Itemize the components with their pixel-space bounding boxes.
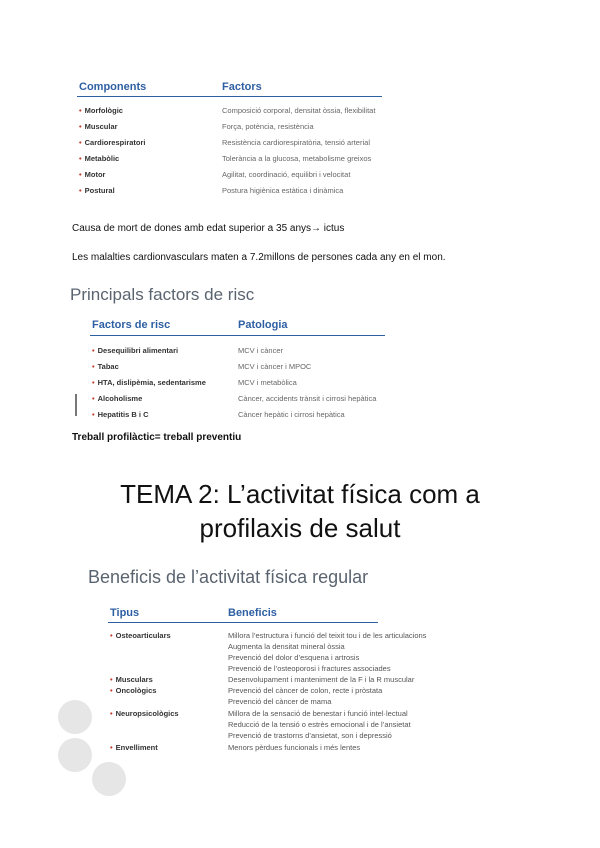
table1-header-components: Components — [79, 81, 147, 93]
bullet-icon: • — [79, 122, 82, 131]
table1-header-factors: Factors — [222, 81, 262, 93]
bullet-icon: • — [110, 686, 113, 695]
decorative-circle — [58, 738, 92, 772]
benefit-line: Prevenció de trastorns d’ansietat, son i depressió — [228, 731, 392, 740]
benefit-line: Reducció de la tensió o estrès emocional i de l’ansietat — [228, 720, 411, 729]
prophylactic-note: Treball profilàctic= treball preventiu — [72, 432, 242, 443]
row-label: Oncològics — [115, 686, 157, 695]
benefit-line: Prevenció del dolor d’esquena i artrosis — [228, 653, 360, 662]
table2-header-pathology: Patologia — [238, 319, 288, 331]
bullet-icon: • — [92, 378, 95, 387]
benefit-line: Menors pèrdues funcionals i més lentes — [228, 743, 361, 752]
slide-title: Beneficis de l’activitat física regular — [88, 567, 369, 587]
table3-header-benefits: Beneficis — [228, 607, 277, 619]
slide-title: Principals factors de risc — [70, 285, 255, 304]
row-value: Tolerància a la glucosa, metabolisme greixos — [222, 154, 372, 163]
row-value: MCV i càncer i MPOC — [238, 362, 312, 371]
bullet-icon: • — [92, 362, 95, 371]
bullet-icon: • — [79, 138, 82, 147]
row-value: Càncer, accidents trànsit i cirrosi hepàtica — [238, 394, 377, 403]
tema-title-line2: profilaxis de salut — [199, 513, 401, 543]
table2-header-factors: Factors de risc — [92, 319, 171, 331]
benefit-line: Millora de la sensació de benestar i funció intel·lectual — [228, 709, 408, 718]
row-label: Osteoarticulars — [115, 631, 171, 640]
row-label: HTA, dislipèmia, sedentarisme — [97, 378, 206, 387]
table2-header-rule — [90, 335, 385, 336]
bullet-icon: • — [79, 154, 82, 163]
benefit-line: Prevenció del càncer de mama — [228, 697, 332, 706]
row-label: Metabòlic — [84, 154, 120, 163]
benefit-line: Desenvolupament i manteniment de la F i la R muscular — [228, 675, 415, 684]
row-value: Càncer hepàtic i cirrosi hepàtica — [238, 410, 345, 419]
benefit-line: Augmenta la densitat mineral òssia — [228, 642, 345, 651]
decorative-circle — [58, 700, 92, 734]
bullet-icon: • — [79, 186, 82, 195]
benefit-line: Prevenció del càncer de colon, recte i pròstata — [228, 686, 383, 695]
benefit-line: Millora l’estructura i funció del teixit tou i de les articulacions — [228, 631, 427, 640]
row-label: Muscular — [84, 122, 118, 131]
bullet-icon: • — [110, 709, 113, 718]
row-label: Musculars — [115, 675, 153, 684]
tema-title-line1: TEMA 2: L’activitat física com a — [120, 479, 480, 509]
bullet-icon: • — [110, 631, 113, 640]
bullet-icon: • — [92, 394, 95, 403]
row-value: Resistència cardiorespiratòria, tensió arterial — [222, 138, 370, 147]
row-label: Postural — [84, 186, 115, 195]
row-label: Alcoholisme — [97, 394, 143, 403]
row-label: Tabac — [97, 362, 119, 371]
bullet-icon: • — [110, 743, 113, 752]
table1-header-rule — [77, 96, 382, 97]
bullet-icon: • — [110, 675, 113, 684]
row-label: Motor — [84, 170, 106, 179]
row-value: Composició corporal, densitat òssia, flexibilitat — [222, 106, 376, 115]
row-value: Agilitat, coordinació, equilibri i velocitat — [222, 170, 351, 179]
cardiovascular-deaths-note: Les malalties cardionvasculars maten a 7.2millons de persones cada any en el mon. — [72, 252, 446, 263]
row-label: Desequilibri alimentari — [97, 346, 179, 355]
bullet-icon: • — [79, 170, 82, 179]
row-label: Neuropsicològics — [115, 709, 179, 718]
row-value: Força, potència, resistència — [222, 122, 314, 131]
benefit-line: Prevenció de l’osteoporosi i fractures associades — [228, 664, 391, 673]
table3-header-type: Tipus — [110, 607, 140, 619]
decorative-circle — [92, 762, 126, 796]
row-value: MCV i càncer — [238, 346, 284, 355]
row-label: Morfològic — [84, 106, 123, 115]
row-label: Cardiorespiratori — [84, 138, 146, 147]
bullet-icon: • — [79, 106, 82, 115]
row-label: Hepatitis B i C — [97, 410, 149, 419]
slide-edge-mark — [75, 394, 77, 416]
row-value: Postura higiènica estàtica i dinàmica — [222, 186, 344, 195]
bullet-icon: • — [92, 410, 95, 419]
bullet-icon: • — [92, 346, 95, 355]
row-label: Envelliment — [115, 743, 158, 752]
table3-header-rule — [108, 622, 378, 623]
stroke-death-note: Causa de mort de dones amb edat superior a 35 anys→ ictus — [72, 223, 345, 234]
row-value: MCV i metabòlica — [238, 378, 297, 387]
